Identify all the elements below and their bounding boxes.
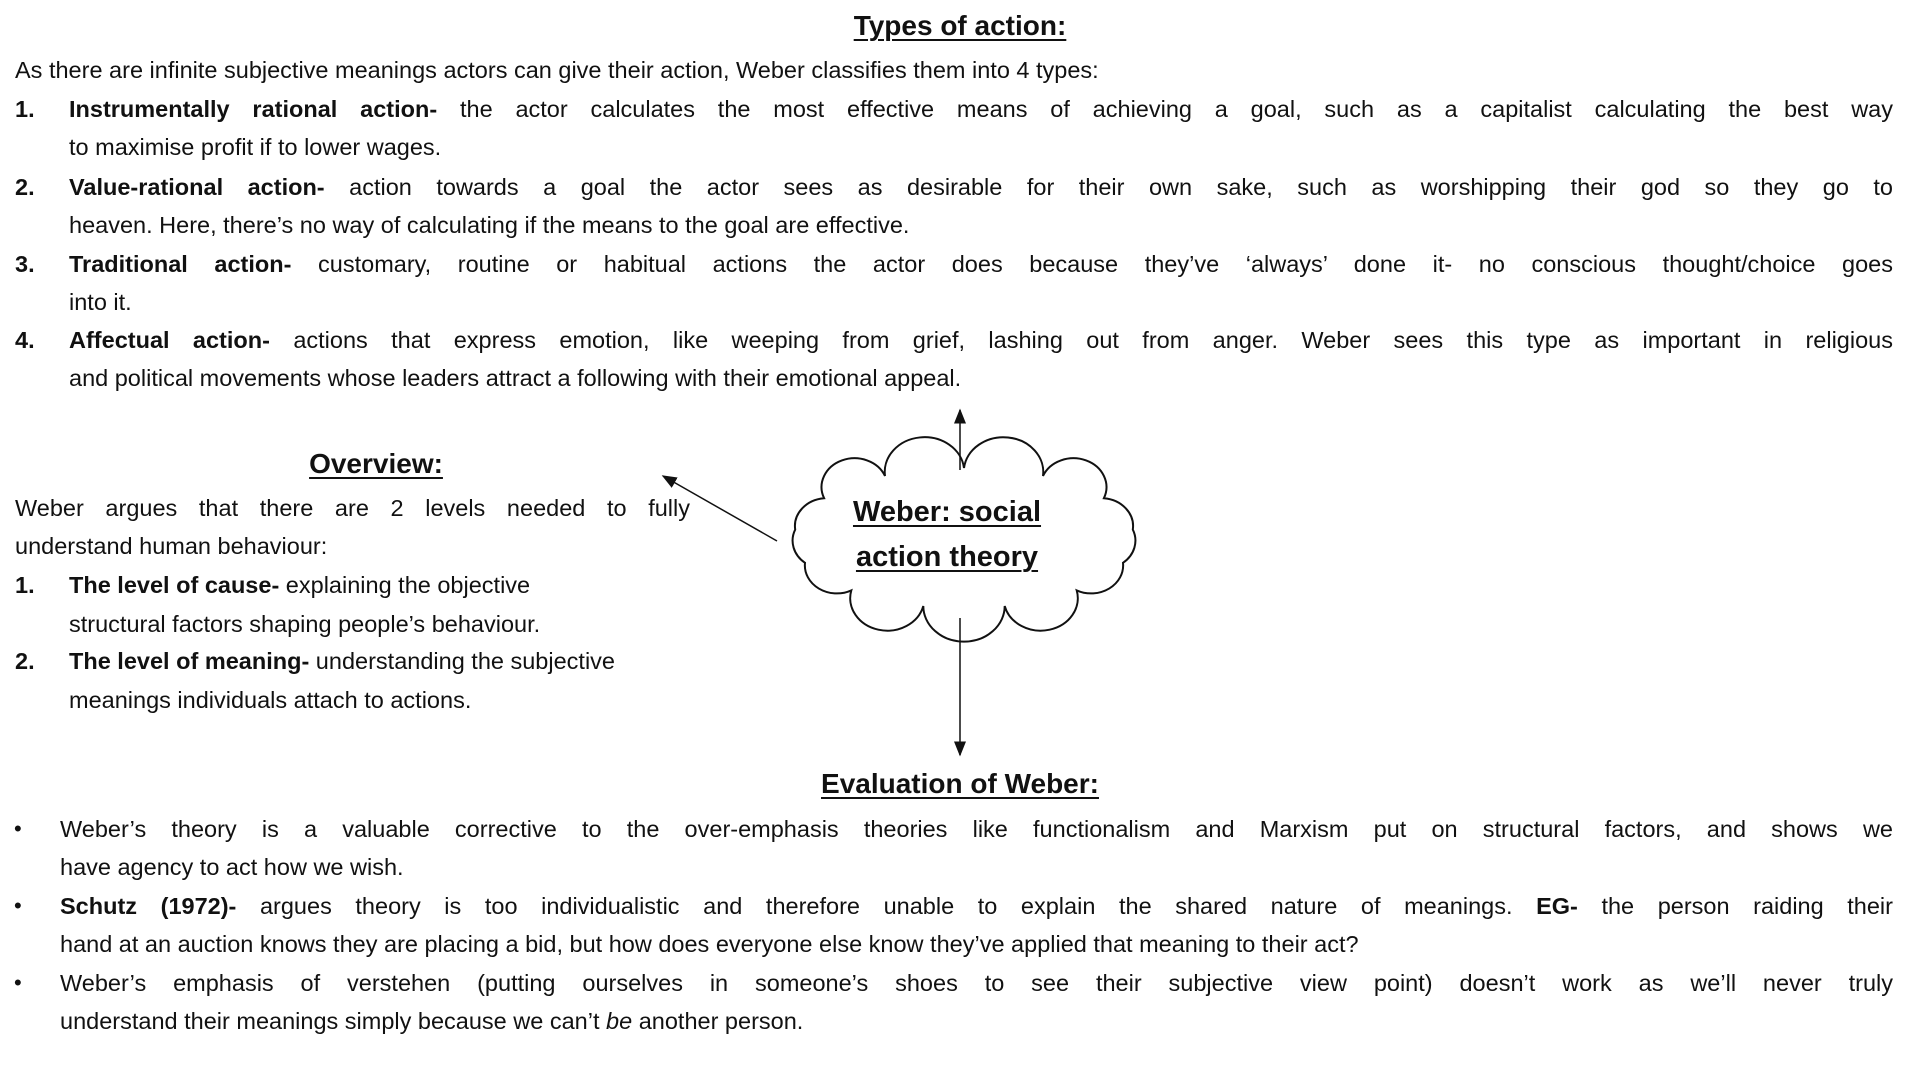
- list-number: 3.: [15, 251, 35, 277]
- evaluation-item-line2: [60, 1006, 803, 1036]
- evaluation-item-line1: [60, 891, 1893, 921]
- bullet: •: [14, 893, 22, 918]
- evaluation-item-line1: Weber’s theory is a valuable corrective to the over-emphasis theories like functionalism and Marxism put on structural factors, and shows we: [60, 816, 1893, 842]
- list-item-label: Instrumentally rational action-: [69, 96, 438, 122]
- list-number: 4.: [15, 327, 35, 353]
- evaluation-text: argues theory is too individualistic and therefore unable to explain the shared nature of meanings.: [236, 893, 1537, 919]
- list-item-line1: [69, 325, 1893, 355]
- overview-item-line2: structural factors shaping people’s behaviour.: [69, 611, 541, 637]
- list-number: 2.: [15, 174, 35, 200]
- list-item-text: actions that express emotion, like weeping from grief, lashing out from anger. Weber sees this type as important in religious: [269, 327, 1893, 353]
- list-item-line2: and political movements whose leaders attract a following with their emotional appeal.: [69, 365, 962, 391]
- list-item-text: customary, routine or habitual actions the actor does because they’ve ‘always’ done it- no conscious thought/choice goes: [291, 251, 1893, 277]
- bullet: •: [14, 816, 22, 841]
- list-item-line2: to maximise profit if to lower wages.: [69, 134, 442, 160]
- evaluation-item-line2: have agency to act how we wish.: [60, 854, 404, 880]
- bullet: •: [14, 970, 22, 995]
- types-intro: As there are infinite subjective meanings actors can give their action, Weber classifies them into 4 types:: [15, 57, 1099, 83]
- list-item-label: Affectual action-: [69, 327, 270, 353]
- list-item-label: The level of cause-: [69, 572, 280, 598]
- overview-intro-line1: Weber argues that there are 2 levels needed to fully: [15, 495, 690, 521]
- evaluation-item-line1: Weber’s emphasis of verstehen (putting ourselves in someone’s shoes to see their subjective view point) doesn’t work as we’ll never truly: [60, 970, 1893, 996]
- list-number: 1.: [15, 96, 35, 122]
- overview-intro-line2: understand human behaviour:: [15, 533, 328, 559]
- list-item-label: The level of meaning-: [69, 648, 310, 674]
- list-item-line1: [69, 172, 1893, 202]
- types-title: Types of action:: [853, 10, 1067, 41]
- overview-title: Overview:: [309, 448, 443, 479]
- citation: Schutz (1972)-: [60, 893, 237, 919]
- list-item-line1: [69, 249, 1893, 279]
- list-item-text: explaining the objective: [279, 572, 531, 598]
- overview-item-line1: [69, 646, 615, 676]
- example-label: EG-: [1536, 893, 1578, 919]
- cloud-shape: [793, 437, 1136, 641]
- evaluation-text: another person.: [632, 1008, 804, 1034]
- list-item-text: understanding the subjective: [309, 648, 615, 674]
- list-item-text: the actor calculates the most effective means of achieving a goal, such as a capitalist calculating the best way: [437, 96, 1893, 122]
- cloud-title-line1: Weber: social: [852, 496, 1042, 528]
- cloud-title-line2: action theory: [855, 541, 1039, 573]
- evaluation-title: Evaluation of Weber:: [821, 768, 1099, 799]
- emphasis: be: [606, 1008, 633, 1034]
- list-number: 1.: [15, 572, 35, 598]
- evaluation-text: understand their meanings simply because we can’t: [60, 1008, 607, 1034]
- list-item-line2: heaven. Here, there’s no way of calculating if the means to the goal are effective.: [69, 212, 910, 238]
- list-item-line2: into it.: [69, 289, 132, 315]
- list-item-text: action towards a goal the actor sees as desirable for their own sake, such as worshipping their god so they go to: [324, 174, 1893, 200]
- list-item-label: Traditional action-: [69, 251, 292, 277]
- evaluation-item-line2: hand at an auction knows they are placing a bid, but how does everyone else know they’ve applied that meaning to their act?: [60, 931, 1359, 957]
- list-number: 2.: [15, 648, 35, 674]
- evaluation-text: the person raiding their: [1577, 893, 1893, 919]
- list-item-line1: [69, 94, 1893, 124]
- list-item-label: Value-rational action-: [69, 174, 325, 200]
- overview-item-line2: meanings individuals attach to actions.: [69, 687, 472, 713]
- overview-item-line1: [69, 570, 530, 600]
